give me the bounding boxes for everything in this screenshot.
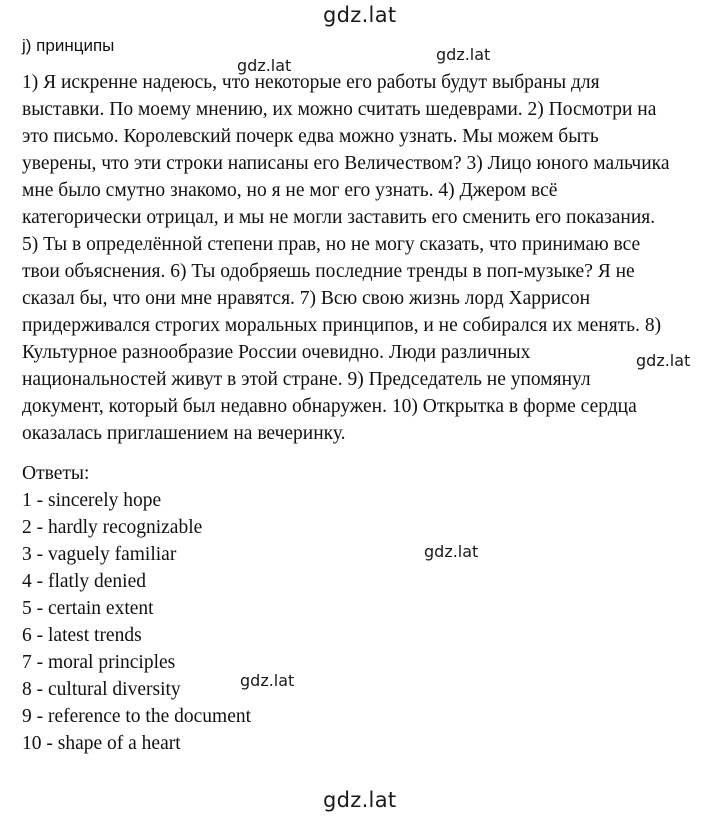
answer-item: 10 - shape of a heart (22, 733, 181, 754)
answer-item: 4 - flatly denied (22, 571, 146, 592)
answers-list (22, 487, 708, 757)
watermark-answers-left: gdz.lat (240, 671, 295, 690)
answer-item: 3 - vaguely familiar (22, 544, 177, 565)
answer-item: 7 - moral principles (22, 652, 176, 673)
answer-item: 8 - cultural diversity (22, 679, 181, 700)
answer-item: 6 - latest trends (22, 625, 142, 646)
watermark-right-middle: gdz.lat (636, 351, 691, 370)
watermark-upper-right: gdz.lat (436, 45, 491, 64)
answers-title: Ответы: (22, 463, 90, 484)
answer-item: 5 - certain extent (22, 598, 154, 619)
watermark-answers-right: gdz.lat (424, 542, 479, 561)
answer-item: 1 - sincerely hope (22, 490, 162, 511)
answer-item: 2 - hardly recognizable (22, 517, 203, 538)
answer-item: 9 - reference to the document (22, 706, 252, 727)
document-body (22, 32, 708, 757)
exercise-text: 1) Я искренне надеюсь, что некоторые его работы будут выбраны для выставки. По моему мнению, их можно считать шедеврами. 2) Посмотри на это письмо. Королевский почерк едва можно узнать. Мы можем быть уверены, что эти строки написаны его Величеством? 3) Лицо юного мальчика мне было смутно знакомо, но я не мог его узнать. 4) Джером всё категорически отрицал, и мы не могли заставить его сменить его показания. 5) Ты в определённой степени прав, но не могу сказать, что принимаю все твои объяснения. 6) Ты одобряешь последние тренды в поп-музыке? Я не сказал бы, что они мне нравятся. 7) Всю свою жизнь лорд Харрисон придерживался строгих моральных принципов, и не собирался их менять. 8) Культурное разнообразие России очевидно. Люди различных национальностей живут в этой стране. 9) Председатель не упомянул документ, который был недавно обнаружен. 10) Открытка в форме сердца оказалась приглашением на вечеринку. (22, 72, 670, 444)
watermark-upper-left: gdz.lat (237, 56, 292, 75)
watermark-top: gdz.lat (323, 3, 397, 27)
section-label: j) принципы (22, 36, 115, 55)
watermark-bottom: gdz.lat (323, 788, 397, 812)
